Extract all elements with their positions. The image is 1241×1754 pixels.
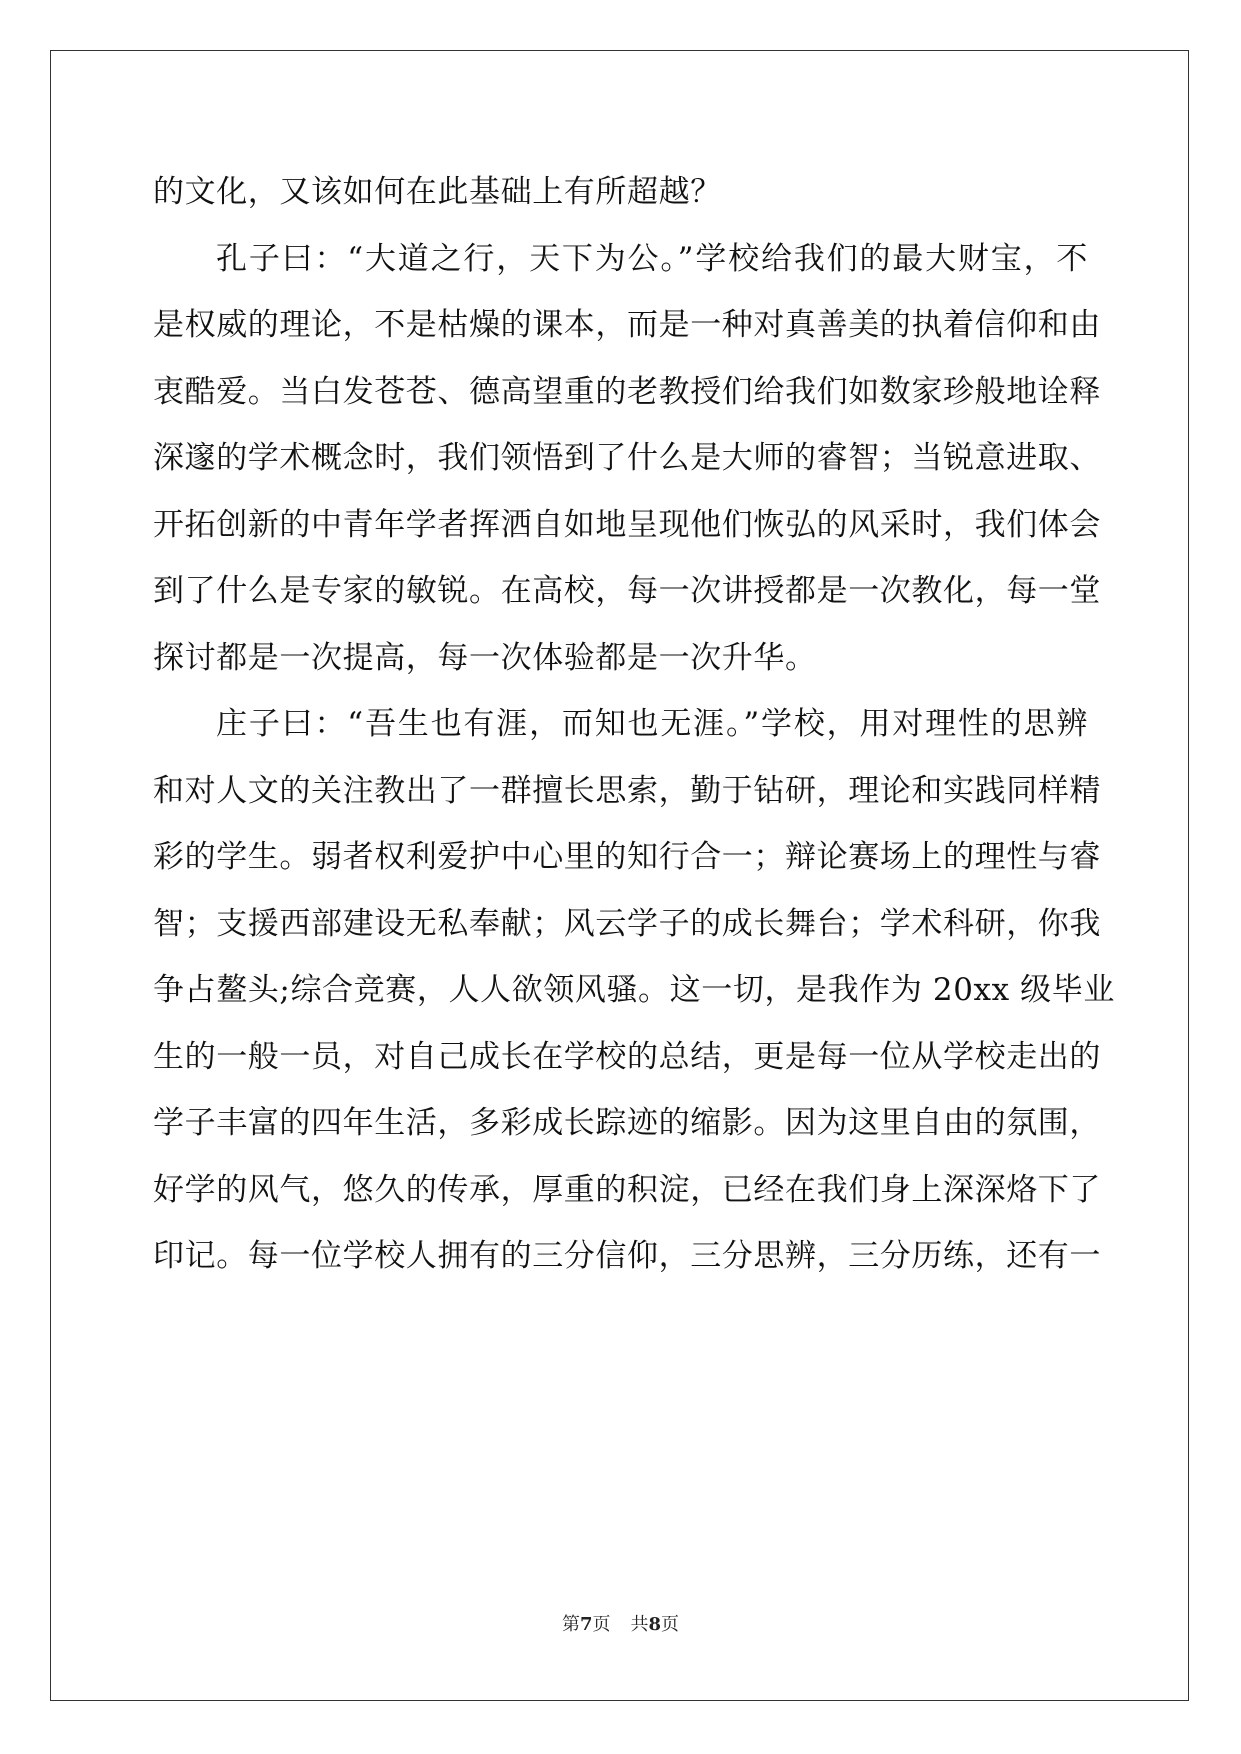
page-number: 第7页 — [561, 1614, 611, 1635]
page-footer — [0, 1610, 1241, 1636]
text-line: 衷酷爱。当白发苍苍、德高望重的老教授们给我们如数家珍般地诠释 — [153, 373, 1101, 410]
text-line: 印记。每一位学校人拥有的三分信仰，三分思辨，三分历练，还有一 — [153, 1238, 1101, 1274]
text-line: 彩的学生。弱者权利爱护中心里的知行合一；辩论赛场上的理性与睿 — [153, 839, 1101, 875]
text-line: 生的一般一员，对自己成长在学校的总结，更是每一位从学校走出的 — [153, 1038, 1101, 1075]
text-line: 庄子曰：“吾生也有涯，而知也无涯。”学校，用对理性的思辨 — [216, 706, 1088, 742]
text-line: 和对人文的关注教出了一群擅长思索，勤于钻研，理论和实践同样精 — [153, 772, 1101, 809]
document-body — [153, 170, 1115, 1301]
text-line: 学子丰富的四年生活，多彩成长踪迹的缩影。因为这里自由的氛围， — [153, 1105, 1101, 1141]
text-line: 到了什么是专家的敏锐。在高校，每一次讲授都是一次教化，每一堂 — [153, 573, 1101, 609]
text-line: 是权威的理论，不是枯燥的课本，而是一种对真善美的执着信仰和由 — [153, 307, 1101, 343]
text-line: 好学的风气，悠久的传承，厚重的积淀，已经在我们身上深深烙下了 — [153, 1171, 1101, 1208]
text-line: 探讨都是一次提高，每一次体验都是一次升华。 — [153, 639, 817, 676]
text-line: 的文化，又该如何在此基础上有所超越？ — [153, 174, 722, 210]
page-total: 共8页 — [630, 1614, 680, 1635]
text-line: 开拓创新的中青年学者挥洒自如地呈现他们恢弘的风采时，我们体会 — [153, 506, 1101, 543]
text-line: 深邃的学术概念时，我们领悟到了什么是大师的睿智；当锐意进取、 — [153, 440, 1101, 476]
text-line: 孔子曰：“大道之行，天下为公。”学校给我们的最大财宝，不 — [216, 240, 1088, 277]
text-line: 争占鳌头;综合竞赛，人人欲领风骚。这一切，是我作为 20xx 级毕业 — [153, 972, 1115, 1008]
text-line: 智；支援西部建设无私奉献；风云学子的成长舞台；学术科研，你我 — [153, 905, 1101, 942]
